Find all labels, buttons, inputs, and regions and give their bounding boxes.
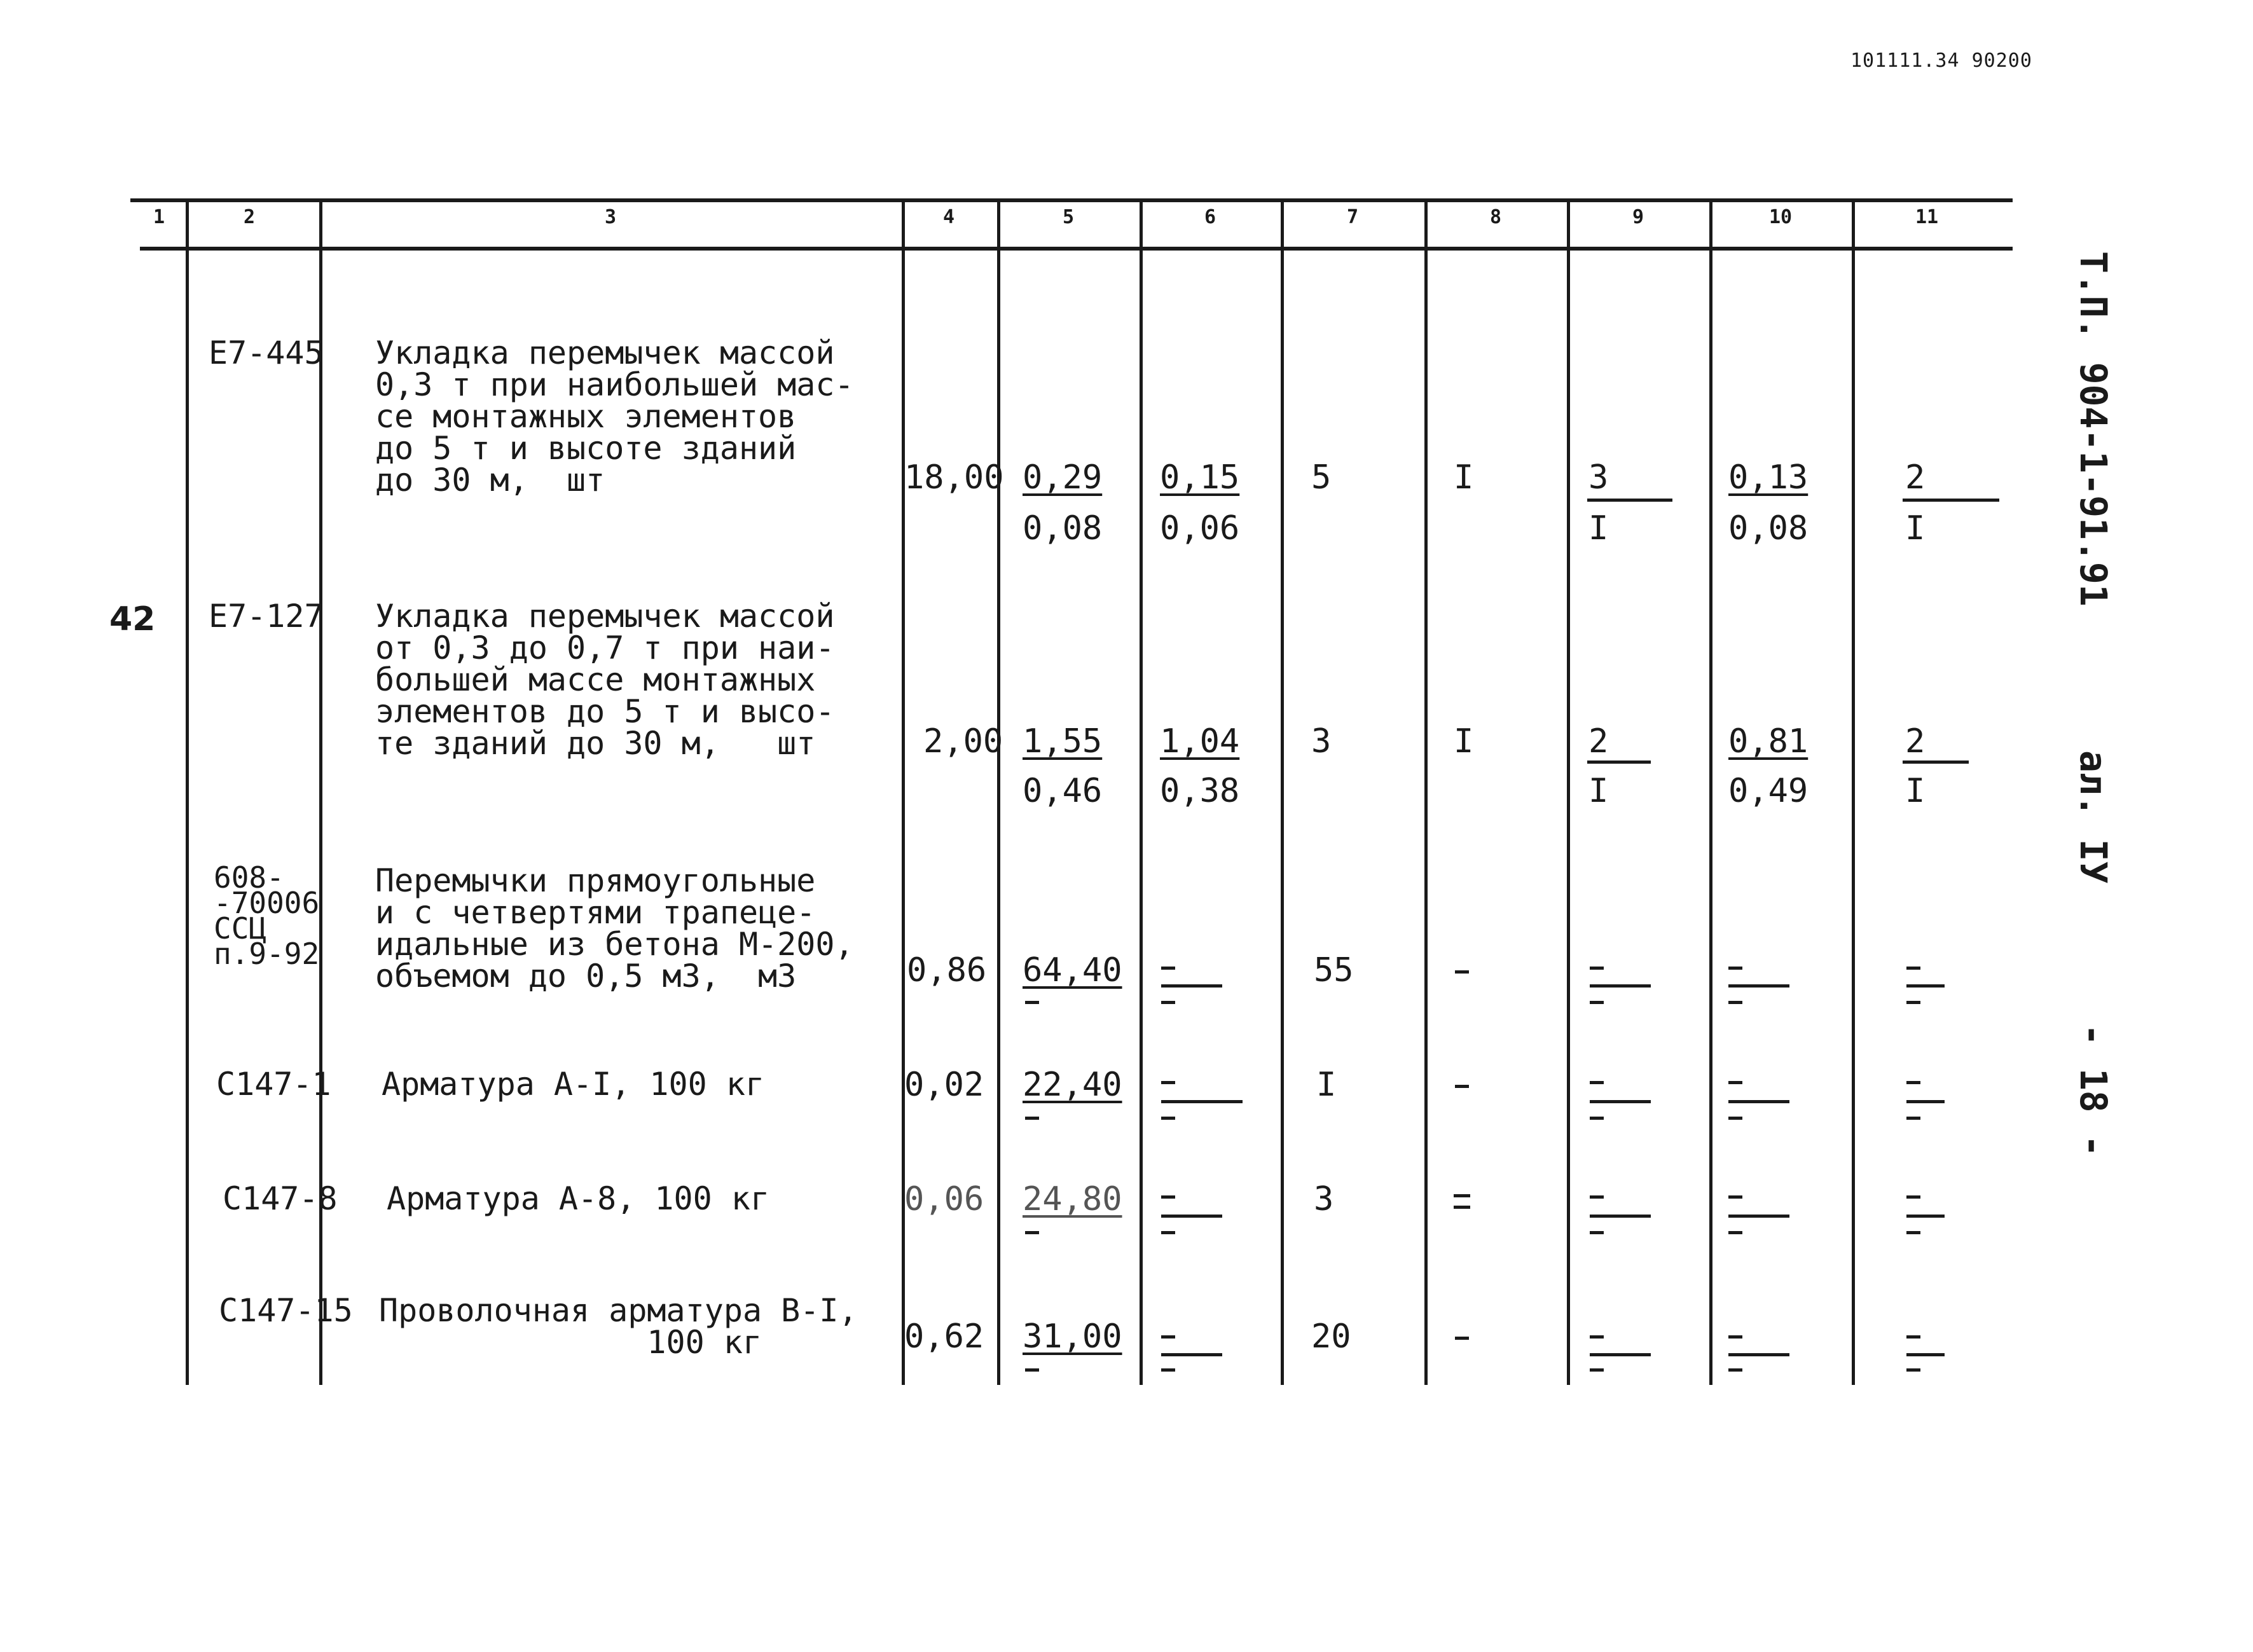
- row-mark: 42: [109, 600, 156, 638]
- dash-mark: [1161, 1081, 1175, 1084]
- col10-denominator: 0,49: [1728, 772, 1809, 810]
- column-number: 6: [1204, 206, 1216, 228]
- col11-numerator: 2: [1905, 722, 1926, 761]
- dash-mark: [1728, 1001, 1742, 1004]
- col6-numerator: 1,04: [1160, 722, 1240, 761]
- column-number: 11: [1915, 206, 1939, 228]
- dash-mark: [1728, 984, 1789, 988]
- work-description: Укладка перемычек массой 0,3 т при наибольшей мас- се монтажных элементов до 5 т и высоте зданий до 30 м, шт: [375, 334, 854, 499]
- dash-mark: [1590, 1100, 1651, 1103]
- col6-denominator: 0,38: [1160, 772, 1240, 810]
- column-number: 4: [942, 206, 955, 228]
- dash-mark: [1161, 1368, 1175, 1372]
- dash-mark: [1906, 1335, 1920, 1339]
- dash-mark: [1161, 984, 1222, 988]
- dash-mark: [1590, 1081, 1604, 1084]
- dash-mark: [1590, 1368, 1604, 1372]
- dash-mark: [1906, 1215, 1945, 1218]
- col9-numerator: 2: [1588, 722, 1609, 761]
- quantity: 0,86: [907, 951, 987, 989]
- column-number: 7: [1346, 206, 1359, 228]
- col5-numerator: 0,29: [1023, 458, 1103, 497]
- col5-numerator: 22,40: [1023, 1066, 1122, 1104]
- work-description: Перемычки прямоугольные и с четвертями трапеце- идальные из бетона М-200, объемом до 0,5 м3, м3: [375, 862, 854, 995]
- col5-numerator: 31,00: [1023, 1318, 1122, 1356]
- column-divider: [186, 202, 189, 1385]
- column-number: 9: [1632, 206, 1644, 228]
- fraction-bar: [1903, 499, 1999, 502]
- col11-denominator: I: [1905, 509, 1926, 547]
- col10-numerator: 0,13: [1728, 458, 1809, 497]
- dash-mark: [1455, 1337, 1469, 1340]
- col5-denominator: 0,08: [1023, 509, 1103, 547]
- dash-mark: [1454, 1194, 1470, 1197]
- col6-denominator: 0,06: [1160, 509, 1240, 547]
- work-description: Арматура А-8, 100 кг: [387, 1180, 770, 1217]
- col10-numerator: 0,81: [1728, 722, 1809, 761]
- page-number: - 18 -: [2072, 1024, 2115, 1157]
- quantity: 0,62: [904, 1318, 984, 1356]
- dash-mark: [1161, 1335, 1175, 1339]
- column-divider: [1424, 202, 1428, 1385]
- dash-mark: [1025, 1368, 1039, 1372]
- col7-value: 20: [1311, 1318, 1351, 1356]
- col11-denominator: I: [1905, 772, 1926, 810]
- dash-mark: [1025, 1117, 1039, 1120]
- col8-value: I: [1454, 722, 1474, 761]
- quantity: 0,06: [904, 1180, 984, 1218]
- col5-numerator: 24,80: [1023, 1180, 1122, 1218]
- column-divider: [1281, 202, 1284, 1385]
- dash-mark: [1161, 1215, 1222, 1218]
- col9-denominator: I: [1588, 772, 1609, 810]
- column-number: 1: [153, 206, 165, 228]
- dash-mark: [1906, 1353, 1945, 1356]
- dash-mark: [1728, 1368, 1742, 1372]
- dash-mark: [1025, 1001, 1039, 1004]
- dash-mark: [1728, 1100, 1789, 1103]
- column-number: 5: [1062, 206, 1075, 228]
- norm-code: E7-445: [209, 334, 324, 371]
- dash-mark: [1906, 1100, 1945, 1103]
- dash-mark: [1590, 1195, 1604, 1199]
- dash-mark: [1728, 1195, 1742, 1199]
- dash-mark: [1590, 1335, 1604, 1339]
- col8-value: I: [1454, 458, 1474, 497]
- fraction-bar: [1587, 761, 1651, 764]
- quantity: 0,02: [904, 1066, 984, 1104]
- dash-mark: [1906, 1001, 1920, 1004]
- dash-mark: [1590, 1117, 1604, 1120]
- dash-mark: [1590, 1353, 1651, 1356]
- dash-mark: [1728, 1231, 1742, 1234]
- dash-mark: [1025, 1231, 1039, 1234]
- column-number: 3: [604, 206, 617, 228]
- album-number: ал. IУ: [2072, 750, 2115, 884]
- dash-mark: [1454, 1206, 1470, 1209]
- dash-mark: [1906, 1368, 1920, 1372]
- norm-code: С147-8: [223, 1180, 338, 1217]
- column-number: 8: [1489, 206, 1502, 228]
- dash-mark: [1590, 1001, 1604, 1004]
- column-divider: [997, 202, 1000, 1385]
- fraction-bar: [1587, 499, 1672, 502]
- column-divider: [1709, 202, 1712, 1385]
- dash-mark: [1161, 967, 1175, 970]
- dash-mark: [1590, 967, 1604, 970]
- col9-numerator: 3: [1588, 458, 1609, 497]
- dash-mark: [1728, 1117, 1742, 1120]
- dash-mark: [1906, 984, 1945, 988]
- dash-mark: [1590, 1215, 1651, 1218]
- work-description: Проволочная арматура В-I, 100 кг: [379, 1292, 858, 1361]
- column-divider: [1852, 202, 1855, 1385]
- dash-mark: [1728, 967, 1742, 970]
- norm-code: E7-127: [209, 598, 324, 635]
- dash-mark: [1455, 1085, 1469, 1088]
- col7-value: 3: [1311, 722, 1332, 761]
- dash-mark: [1455, 970, 1469, 974]
- dash-mark: [1906, 1231, 1920, 1234]
- dash-mark: [1906, 1081, 1920, 1084]
- dash-mark: [1906, 1117, 1920, 1120]
- col5-numerator: 64,40: [1023, 951, 1122, 989]
- dash-mark: [1590, 1231, 1604, 1234]
- dash-mark: [1161, 1117, 1175, 1120]
- col7-value: 55: [1314, 951, 1354, 989]
- column-divider: [1140, 202, 1143, 1385]
- project-number: Т.П. 904-1-91.91: [2072, 251, 2115, 607]
- col5-numerator: 1,55: [1023, 722, 1103, 761]
- column-divider: [1567, 202, 1570, 1385]
- col5-denominator: 0,46: [1023, 772, 1103, 810]
- dash-mark: [1161, 1231, 1175, 1234]
- work-description: Укладка перемычек массой от 0,3 до 0,7 т при наи- большей массе монтажных элементов до 5 т и высо- те зданий до 30 м, шт: [375, 598, 835, 762]
- dash-mark: [1161, 1100, 1243, 1103]
- table-header-rule: [140, 247, 2013, 251]
- dash-mark: [1728, 1081, 1742, 1084]
- work-description: Арматура А-I, 100 кг: [382, 1066, 765, 1103]
- column-number: 2: [243, 206, 256, 228]
- dash-mark: [1161, 1001, 1175, 1004]
- col7-value: 5: [1311, 458, 1332, 497]
- fraction-bar: [1903, 761, 1969, 764]
- table-top-rule: [130, 198, 2013, 202]
- dash-mark: [1590, 984, 1651, 988]
- dash-mark: [1161, 1195, 1175, 1199]
- norm-code: С147-1: [216, 1066, 331, 1103]
- col10-denominator: 0,08: [1728, 509, 1809, 547]
- col6-numerator: 0,15: [1160, 458, 1240, 497]
- quantity: 18,00: [904, 458, 1004, 497]
- norm-code: С147-15: [219, 1292, 353, 1329]
- col7-value: I: [1316, 1066, 1337, 1104]
- col9-denominator: I: [1588, 509, 1609, 547]
- dash-mark: [1906, 1195, 1920, 1199]
- norm-code: 608- -70006 ССЦ п.9-92: [214, 860, 320, 971]
- dash-mark: [1161, 1353, 1222, 1356]
- col11-numerator: 2: [1905, 458, 1926, 497]
- column-number: 10: [1768, 206, 1793, 228]
- dash-mark: [1728, 1335, 1742, 1339]
- quantity: 2,00: [923, 722, 1003, 761]
- document-code: 101111.34 90200: [1850, 50, 2032, 72]
- dash-mark: [1728, 1353, 1789, 1356]
- dash-mark: [1906, 967, 1920, 970]
- dash-mark: [1728, 1215, 1789, 1218]
- col7-value: 3: [1314, 1180, 1334, 1218]
